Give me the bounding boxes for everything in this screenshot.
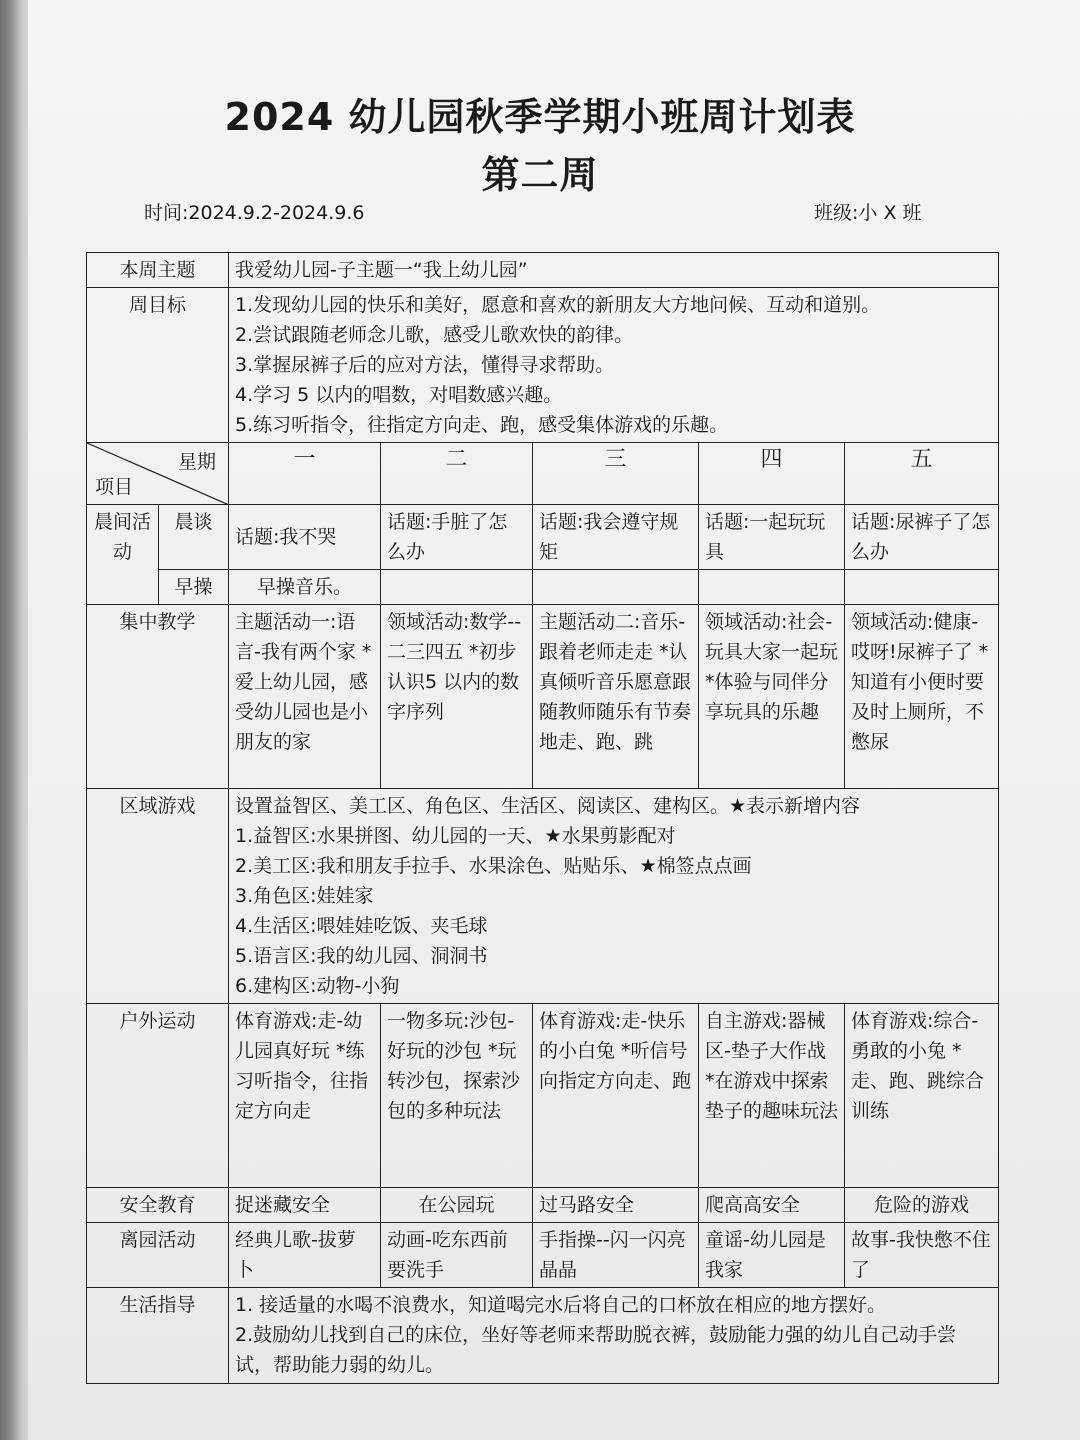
safety-label: 安全教育	[87, 1188, 229, 1223]
morning-talk-cell: 话题:尿裤子了怎么办	[845, 505, 999, 570]
goal-item: 4.学习 5 以内的唱数，对唱数感兴趣。	[235, 384, 563, 406]
area-game-item: 3.角色区:娃娃家	[235, 885, 374, 907]
life-label: 生活指导	[87, 1288, 229, 1384]
safety-cell: 捉迷藏安全	[229, 1188, 381, 1223]
morning-talk-cell: 话题:我不哭	[229, 505, 381, 570]
area-game-item: 6.建构区:动物-小狗	[235, 975, 400, 997]
goal-item: 5.练习听指令，往指定方向走、跑，感受集体游戏的乐趣。	[235, 414, 729, 436]
morning-exercise-value: 早操音乐。	[229, 570, 381, 605]
day-tuesday: 二	[381, 443, 533, 505]
morning-exercise-row	[87, 570, 999, 605]
weekday-header: 星期	[178, 451, 217, 473]
day-friday: 五	[845, 443, 999, 505]
page-subtitle: 第二周	[481, 153, 599, 197]
leaving-cell: 动画-吃东西前要洗手	[381, 1223, 533, 1288]
day-thursday: 四	[699, 443, 845, 505]
date-range: 时间:2024.9.2-2024.9.6	[144, 202, 365, 224]
teaching-cell: 领域活动:数学--二三四五 *初步认识5 以内的数字序列	[381, 605, 533, 789]
safety-cell: 爬高高安全	[699, 1188, 845, 1223]
leaving-row	[87, 1223, 999, 1288]
teaching-cell: 主题活动一:语言-我有两个家 *爱上幼儿园，感受幼儿园也是小朋友的家	[229, 605, 381, 789]
theme-label: 本周主题	[87, 253, 229, 288]
life-row	[87, 1288, 999, 1384]
morning-label: 晨间活动	[87, 505, 159, 605]
teaching-cell: 主题活动二:音乐-跟着老师走走 *认真倾听音乐愿意跟随教师随乐有节奏地走、跑、跳	[533, 605, 699, 789]
goals-list	[229, 288, 999, 443]
outdoor-row	[87, 1004, 999, 1188]
morning-talk-cell: 话题:手脏了怎么办	[381, 505, 533, 570]
outdoor-cell: 自主游戏:器械区-垫子大作战 *在游戏中探索垫子的趣味玩法	[699, 1004, 845, 1188]
area-games-label: 区域游戏	[87, 789, 229, 1004]
morning-talk-label: 晨谈	[159, 505, 229, 570]
morning-talk-cell: 话题:一起玩玩具	[699, 505, 845, 570]
safety-row	[87, 1188, 999, 1223]
leaving-cell: 故事-我快憋不住了	[845, 1223, 999, 1288]
area-game-item: 设置益智区、美工区、角色区、生活区、阅读区、建构区。★表示新增内容	[235, 795, 861, 817]
leaving-cell: 手指操--闪一闪亮晶晶	[533, 1223, 699, 1288]
teaching-cell: 领域活动:健康-哎呀!尿裤子了 *知道有小便时要及时上厕所，不憋尿	[845, 605, 999, 789]
item-header: 项目	[95, 476, 134, 498]
area-game-item: 2.美工区:我和朋友手拉手、水果涂色、贴贴乐、★棉签点点画	[235, 855, 752, 877]
goals-row	[87, 288, 999, 443]
day-monday: 一	[229, 443, 381, 505]
goal-item: 2.尝试跟随老师念儿歌，感受儿歌欢快的韵律。	[235, 324, 634, 346]
weekday-header-row	[87, 443, 999, 505]
outdoor-cell: 体育游戏:综合-勇敢的小兔 *走、跑、跳综合训练	[845, 1004, 999, 1188]
area-game-item: 5.语言区:我的幼儿园、洞洞书	[235, 945, 488, 967]
outdoor-cell: 体育游戏:走-幼儿园真好玩 *练习听指令，往指定方向走	[229, 1004, 381, 1188]
teaching-row	[87, 605, 999, 789]
safety-cell: 危险的游戏	[845, 1188, 999, 1223]
goals-label: 周目标	[87, 288, 229, 443]
life-item: 1. 接适量的水喝不浪费水，知道喝完水后将自己的口杯放在相应的地方摆好。	[235, 1294, 887, 1316]
leaving-cell: 经典儿歌-拔萝卜	[229, 1223, 381, 1288]
goal-item: 1.发现幼儿园的快乐和美好，愿意和喜欢的新朋友大方地问候、互动和道别。	[235, 294, 881, 316]
morning-exercise-label: 早操	[159, 570, 229, 605]
weekly-plan-table	[86, 252, 999, 1384]
safety-cell: 在公园玩	[381, 1188, 533, 1223]
area-games-row	[87, 789, 999, 1004]
theme-row	[87, 253, 999, 288]
area-games-list	[229, 789, 999, 1004]
outdoor-label: 户外运动	[87, 1004, 229, 1188]
day-wednesday: 三	[533, 443, 699, 505]
outdoor-cell: 体育游戏:走-快乐的小白兔 *听信号向指定方向走、跑	[533, 1004, 699, 1188]
area-game-item: 1.益智区:水果拼图、幼儿园的一天、★水果剪影配对	[235, 825, 676, 847]
leaving-cell: 童谣-幼儿园是我家	[699, 1223, 845, 1288]
class-name: 班级:小 X 班	[814, 202, 922, 224]
morning-talk-row	[87, 505, 999, 570]
theme-value: 我爱幼儿园-子主题一“我上幼儿园”	[229, 253, 999, 288]
diagonal-header-cell	[87, 443, 229, 505]
life-list	[229, 1288, 999, 1384]
outdoor-cell: 一物多玩:沙包-好玩的沙包 *玩转沙包，探索沙包的多种玩法	[381, 1004, 533, 1188]
teaching-label: 集中教学	[87, 605, 229, 789]
life-item: 2.鼓励幼儿找到自己的床位，坐好等老师来帮助脱衣裤，鼓励能力强的幼儿自己动手尝试，帮助能力弱的幼儿。	[235, 1324, 957, 1376]
safety-cell: 过马路安全	[533, 1188, 699, 1223]
page-title: 2024 幼儿园秋季学期小班周计划表	[224, 95, 856, 139]
goal-item: 3.掌握尿裤子后的应对方法，懂得寻求帮助。	[235, 354, 615, 376]
area-game-item: 4.生活区:喂娃娃吃饭、夹毛球	[235, 915, 488, 937]
leaving-label: 离园活动	[87, 1223, 229, 1288]
teaching-cell: 领域活动:社会-玩具大家一起玩 *体验与同伴分享玩具的乐趣	[699, 605, 845, 789]
morning-talk-cell: 话题:我会遵守规矩	[533, 505, 699, 570]
